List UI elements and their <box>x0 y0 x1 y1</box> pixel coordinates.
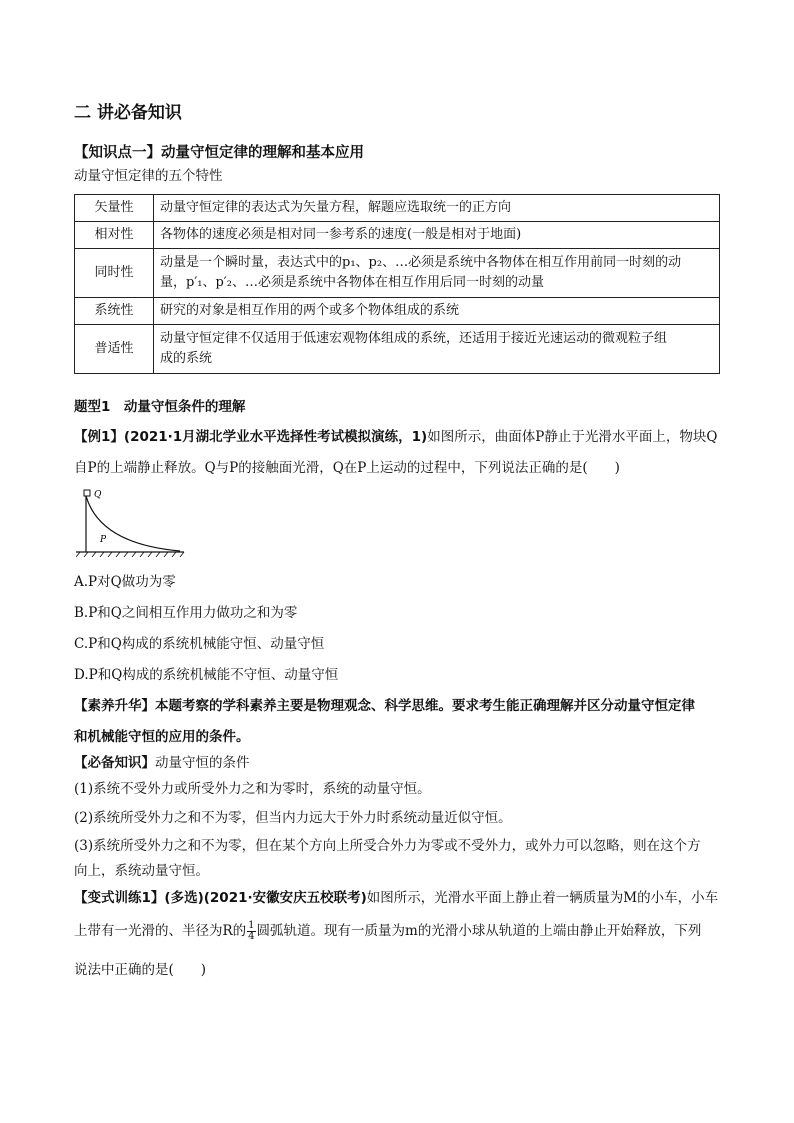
option-a: A.P对Q做功为零 <box>74 574 176 590</box>
variant1-text-a: 上带有一光滑的、半径为R的 <box>74 923 247 939</box>
property-desc: 各物体的速度必须是相对同一参考系的速度(一般是相对于地面) <box>154 222 720 249</box>
variant1-text-b: 圆弧轨道。现有一质量为m的光滑小球从轨道的上端由静止开始释放，下列 <box>256 923 702 939</box>
curved-body-figure <box>76 486 186 558</box>
variant1-line2 <box>74 921 701 942</box>
ground-hatching <box>76 552 184 557</box>
table-row <box>75 195 720 222</box>
essential-tag: 【必备知识】 <box>74 755 155 771</box>
essential-heading <box>74 754 250 772</box>
option-c: C.P和Q构成的系统机械能守恒、动量守恒 <box>74 636 325 652</box>
property-name: 相对性 <box>75 222 154 249</box>
essential-item: (3)系统所受外力之和不为零，但在某个方向上所受合外力为零或不受外力，或外力可以忽略，则在这个方 <box>74 838 701 854</box>
label-q: Q <box>94 490 102 500</box>
example1-line2: 自P的上端静止释放。Q与P的接触面光滑，Q在P上运动的过程中，下列说法正确的是( ) <box>74 460 620 476</box>
essential-item: (1)系统不受外力或所受外力之和为零时，系统的动量守恒。 <box>74 781 431 797</box>
question-type-heading: 题型1 动量守恒条件的理解 <box>74 399 246 415</box>
property-name: 矢量性 <box>75 195 154 222</box>
fraction-quarter <box>247 921 255 942</box>
option-b: B.P和Q之间相互作用力做功之和为零 <box>74 605 298 621</box>
variant1-line3: 说法中正确的是( ) <box>74 962 207 978</box>
table-row <box>75 298 720 325</box>
variant1-text: 如图所示，光滑水平面上静止着一辆质量为M的小车，小车 <box>366 890 719 906</box>
property-name: 普适性 <box>75 325 154 374</box>
example1-text: 如图所示，曲面体P静止于光滑水平面上，物块Q <box>427 429 718 445</box>
property-desc-line: 动量守恒定律不仅适用于低速宏观物体组成的系统，还适用于接近光速运动的微观粒子组 <box>160 331 668 346</box>
example1-tag: 【例1】(2021·1月湖北学业水平选择性考试模拟演练，1) <box>74 429 428 445</box>
fraction-numerator: 1 <box>248 920 255 931</box>
block-q <box>84 490 90 496</box>
section-title: 二 讲必备知识 <box>74 103 182 123</box>
table-row <box>75 325 720 374</box>
essential-item: (2)系统所受外力之和不为零，但当内力远大于外力时系统动量近似守恒。 <box>74 810 512 826</box>
literacy-line1: 【素养升华】本题考察的学科素养主要是物理观念、科学思维。要求考生能正确理解并区分动量守恒定律 <box>74 698 695 714</box>
property-desc: 研究的对象是相互作用的两个或多个物体组成的系统 <box>154 298 720 325</box>
property-name: 系统性 <box>75 298 154 325</box>
property-name: 同时性 <box>75 249 154 298</box>
properties-table <box>74 194 720 374</box>
property-desc-line: 量，p′₁、p′₂、…必须是系统中各物体在相互作用后同一时刻的动量 <box>160 275 544 290</box>
property-desc: 动量守恒定律的表达式为矢量方程，解题应选取统一的正方向 <box>154 195 720 222</box>
example1-line1 <box>74 428 717 446</box>
variant1-tag: 【变式训练1】(多选)(2021·安徽安庆五校联考) <box>74 890 367 906</box>
essential-title: 动量守恒的条件 <box>155 755 250 771</box>
property-desc-line: 动量是一个瞬时量，表达式中的p₁、p₂、…必须是系统中各物体在相互作用前同一时刻的动 <box>160 255 682 270</box>
table-row <box>75 249 720 298</box>
label-p: P <box>100 535 107 545</box>
property-desc <box>154 249 720 298</box>
essential-item: 向上，系统动量守恒。 <box>74 863 209 879</box>
variant1-line1 <box>74 889 718 907</box>
table-caption: 动量守恒定律的五个特性 <box>74 168 223 184</box>
knowledge-point-heading <box>74 144 364 162</box>
property-desc-line: 成的系统 <box>160 351 213 366</box>
table-row <box>75 222 720 249</box>
knowledge-point-tag: 【知识点一】 <box>74 145 161 161</box>
literacy-line2: 和机械能守恒的应用的条件。 <box>74 729 250 745</box>
knowledge-point-title: 动量守恒定律的理解和基本应用 <box>161 145 364 161</box>
property-desc <box>154 325 720 374</box>
fraction-denominator: 4 <box>248 931 255 942</box>
option-d: D.P和Q构成的系统机械能不守恒、动量守恒 <box>74 667 339 683</box>
